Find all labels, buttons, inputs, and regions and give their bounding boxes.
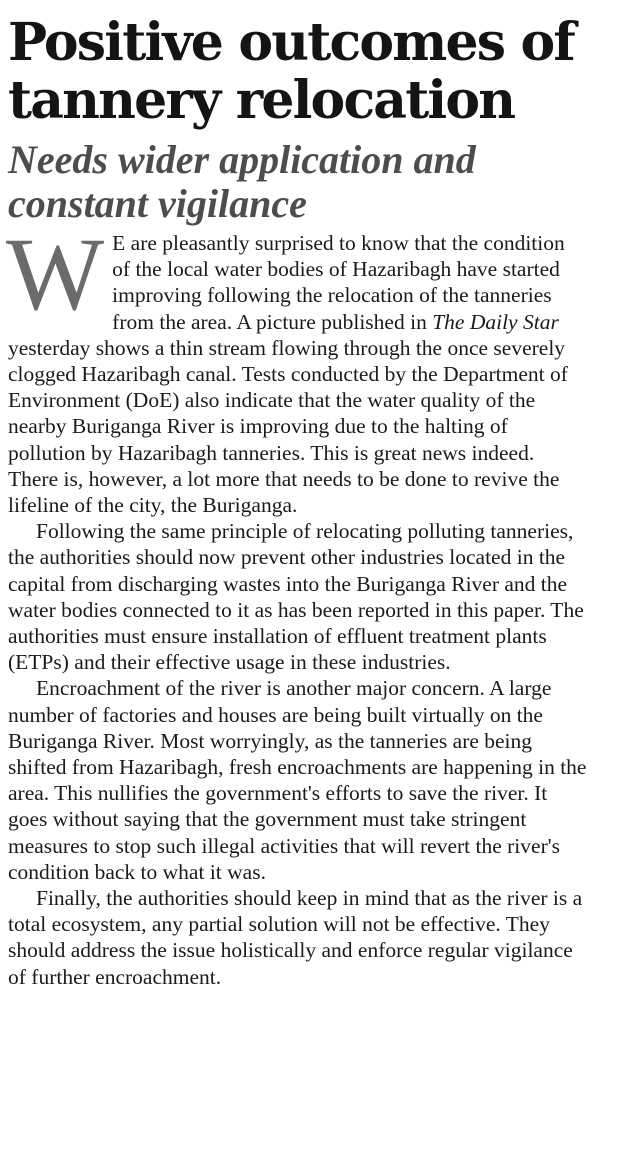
article-paragraph-4: Finally, the authorities should keep in mind that as the river is a total ecosystem, any partial solution will not be effective. They should address the issue holistically and enforce regular vigilance of further encroachment. (8, 886, 583, 989)
paragraph-1-text-a: E are pleasantly surprised to know that the condition of the local water bodies of Hazaribagh have started improving following the relocation of the tanneries from the area. A picture published in (112, 231, 565, 334)
article-headline: Positive outcomes of tannery relocation (8, 12, 574, 131)
article-paragraph-2: Following the same principle of relocating polluting tanneries, the authorities should now prevent other industries located in the capital from discharging wastes into the Buriganga River and the water bodies connected to it as has been reported in this paper. The authorities must ensure installation of effluent treatment plants (ETPs) and their effective usage in these industries. (8, 519, 584, 675)
article-paragraph-1 (6, 217, 588, 518)
editorial-article (8, 14, 588, 990)
publication-name: The Daily Star (432, 309, 559, 334)
drop-cap: W (6, 217, 105, 332)
article-paragraph-3: Encroachment of the river is another major concern. A large number of factories and houses are being built virtually on the Buriganga River. Most worryingly, as the tanneries are being shifted from Hazaribagh, fresh encroachments are happening in the area. This nullifies the government's efforts to save the river. It goes without saying that the government must take stringent measures to stop such illegal activities that will revert the river's condition back to what it was. (8, 676, 587, 884)
article-subheadline: Needs wider application and constant vigilance (8, 137, 476, 226)
article-body (6, 217, 588, 990)
paragraph-1-text-b: yesterday shows a thin stream flowing through the once severely clogged Hazaribagh canal. Tests conducted by the Department of Environment (DoE) also indicate that the water quality of the nearby Buriganga River is improving due to the halting of pollution by Hazaribagh tanneries. This is great news indeed. There is, however, a lot more that needs to be done to revive the lifeline of the city, the Buriganga. (8, 335, 568, 518)
